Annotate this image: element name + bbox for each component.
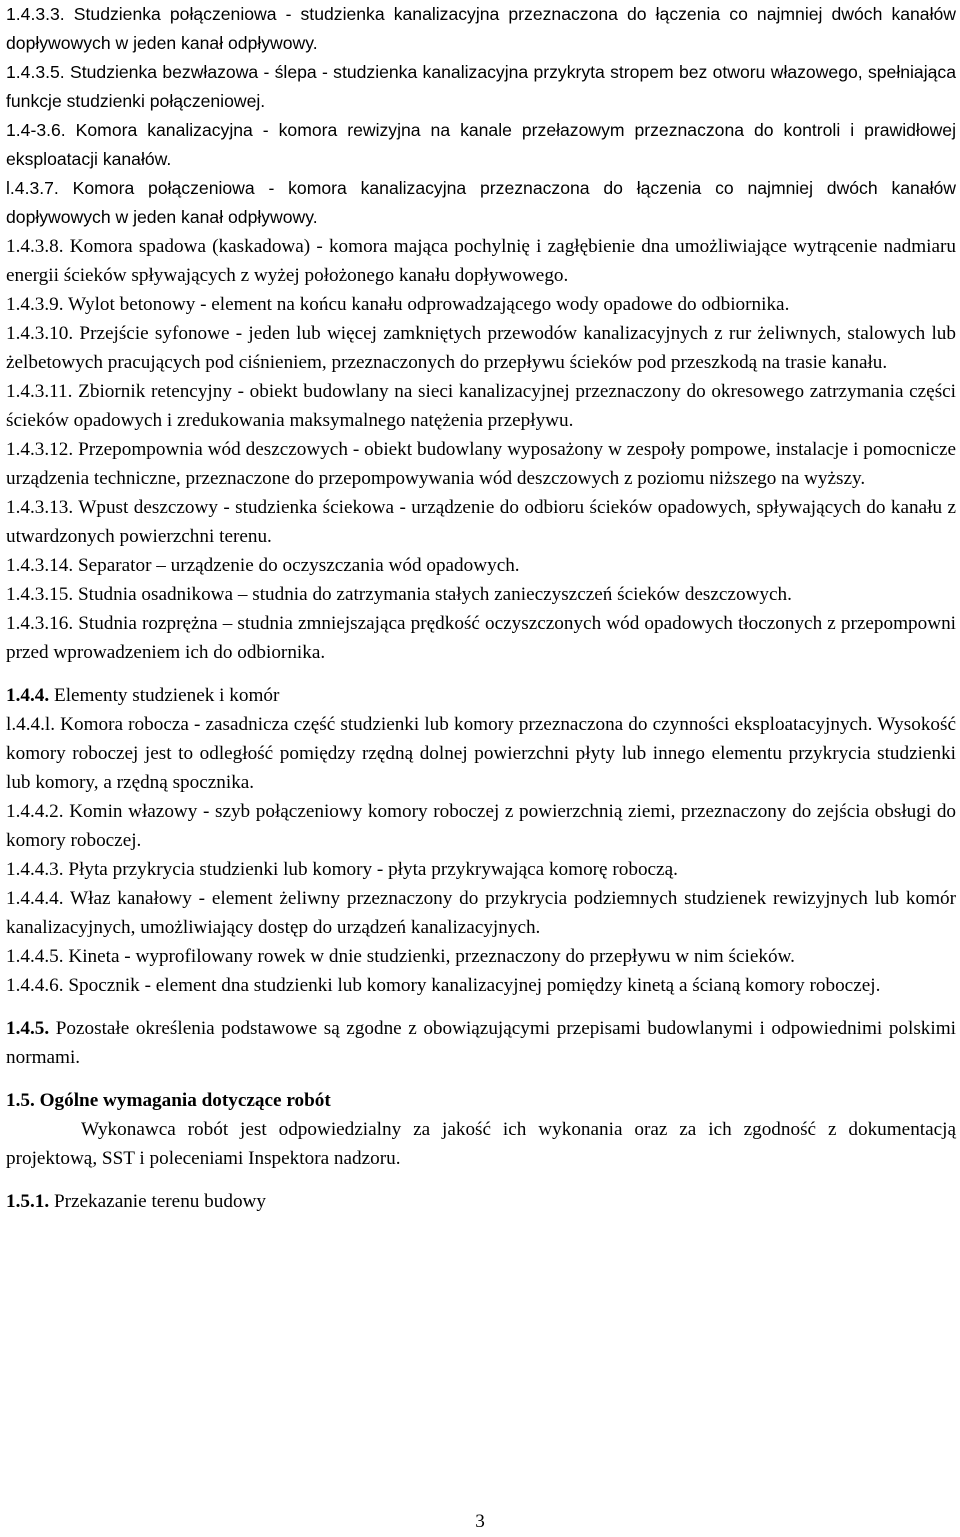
section-number: 1.4.4. xyxy=(6,685,50,706)
definition-1-4-3-12 xyxy=(6,435,956,493)
definition-1-4-3-13 xyxy=(6,493,956,551)
definition-text: Studzienka połączeniowa - studzienka kanalizacyjna przeznaczona do łączenia co najmniej dwóch kanałów dopływowych w jeden kanał odpływowy. xyxy=(6,4,956,53)
definition-text: Spocznik - element dna studzienki lub komory kanalizacyjnej pomiędzy kinetą a ścianą komory roboczej. xyxy=(68,975,881,996)
definition-text: Zbiornik retencyjny - obiekt budowlany na sieci kanalizacyjnej przeznaczony do okresowego zatrzymania części ścieków opadowych i zredukowania maksymalnego natężenia przepływu. xyxy=(6,381,957,431)
section-number: 1.5.1. xyxy=(6,1191,50,1212)
section-heading-1-5 xyxy=(6,1086,956,1115)
definition-number: 1.4.3.13. xyxy=(6,497,74,518)
definition-1-4-3-9 xyxy=(6,290,956,319)
definition-number: 1.4.4.4. xyxy=(6,888,64,909)
definition-1-4-3-3 xyxy=(6,0,956,58)
definition-number: 1.4.3.10. xyxy=(6,323,74,344)
section-title: Przekazanie terenu budowy xyxy=(53,1191,267,1212)
definition-1-4-3-7 xyxy=(6,174,956,232)
section-title: Elementy studzienek i komór xyxy=(53,685,280,706)
definition-text: Komin włazowy - szyb połączeniowy komory roboczej z powierzchnią ziemi, przeznaczony do zejścia obsługi do komory roboczej. xyxy=(6,801,957,851)
definition-number: 1.4.4.3. xyxy=(6,859,64,880)
definition-number: 1.4-3.6. xyxy=(6,120,66,140)
definition-text: Przepompownia wód deszczowych - obiekt budowlany wyposażony w zespoły pompowe, instalacje i pomocnicze urządzenia techniczne, przeznaczone do przepompowywania wód deszczowych z poziomu niższego na wyższy. xyxy=(6,439,957,489)
definition-number: 1.4.3.3. xyxy=(6,4,65,24)
definition-1-4-3-6 xyxy=(6,116,956,174)
definition-1-4-4-1 xyxy=(6,710,956,797)
definition-number: 1.4.4.6. xyxy=(6,975,64,996)
definition-number: 1.4.3.8. xyxy=(6,236,64,257)
definition-1-4-3-11 xyxy=(6,377,956,435)
definition-text: Właz kanałowy - element żeliwny przeznaczony do przykrycia podziemnych studzienek rewizyjnych lub komór kanalizacyjnych, umożliwiający dostęp do urządzeń kanalizacyjnych. xyxy=(6,888,956,938)
definition-text: Wpust deszczowy - studzienka ściekowa - urządzenie do odbioru ścieków opadowych, spływających do kanału z utwardzonych powierzchni terenu. xyxy=(6,497,956,547)
section-1-4-5 xyxy=(6,1014,956,1072)
definition-number: l.4.3.7. xyxy=(6,178,59,198)
definition-number: 1.4.3.9. xyxy=(6,294,64,315)
section-heading-1-4-4 xyxy=(6,681,956,710)
section-number: 1.5. xyxy=(6,1090,35,1111)
definition-1-4-3-15 xyxy=(6,580,956,609)
section-heading-1-5-1 xyxy=(6,1187,956,1216)
definition-text: Komora robocza - zasadnicza część studzienki lub komory przeznaczona do czynności eksploatacyjnych. Wysokość komory roboczej jest to odległość pomiędzy rzędną dolnej powierzchni płyty lub innego elementu przykrycia studzienki lub komory, a rzędną spocznika. xyxy=(6,714,956,793)
definition-number: 1.4.4.5. xyxy=(6,946,64,967)
definition-text: Komora kanalizacyjna - komora rewizyjna na kanale przełazowym przeznaczona do kontroli i prawidłowej eksploatacji kanałów. xyxy=(6,120,957,169)
section-title: Ogólne wymagania dotyczące robót xyxy=(39,1090,331,1111)
definition-text: Wylot betonowy - element na końcu kanału odprowadzającego wody opadowe do odbiornika. xyxy=(68,294,790,315)
definition-1-4-4-4 xyxy=(6,884,956,942)
page-number: 3 xyxy=(475,1511,485,1532)
definition-number: 1.4.3.15. xyxy=(6,584,74,605)
definition-text: Studnia rozprężna – studnia zmniejszająca prędkość oczyszczonych wód opadowych tłoczonych z przepompowni przed wprowadzeniem ich do odbiornika. xyxy=(6,613,956,663)
definition-1-4-4-6 xyxy=(6,971,956,1000)
definition-text: Studzienka bezwłazowa - ślepa - studzienka kanalizacyjna przykryta stropem bez otworu włazowego, spełniająca funkcje studzienki połączeniowej. xyxy=(6,62,956,111)
definition-text: Separator – urządzenie do oczyszczania wód opadowych. xyxy=(77,555,520,576)
definition-1-4-4-5 xyxy=(6,942,956,971)
definition-text: Komora spadowa (kaskadowa) - komora mająca pochylnię i zagłębienie dna umożliwiające wytrącenie nadmiaru energii ścieków spływających z wyżej położonego kanału dopływowego. xyxy=(6,236,956,286)
definition-text: Kineta - wyprofilowany rowek w dnie studzienki, przeznaczony do przepływu w nim ścieków. xyxy=(68,946,795,967)
definition-number: 1.4.3.11. xyxy=(6,381,73,402)
definition-text: Przejście syfonowe - jeden lub więcej zamkniętych przewodów kanalizacyjnych z rur żeliwnych, stalowych lub żelbetowych pracujących pod ciśnieniem, przeznaczonych do przepływu ścieków pod przeszkodą na trasie kanału. xyxy=(6,323,956,373)
definition-number: 1.4.3.12. xyxy=(6,439,74,460)
definition-text: Studnia osadnikowa – studnia do zatrzymania stałych zanieczyszczeń ścieków deszczowych. xyxy=(77,584,792,605)
definition-number: 1.4.4.2. xyxy=(6,801,64,822)
definition-number: 1.4.3.16. xyxy=(6,613,74,634)
section-1-5-body: Wykonawca robót jest odpowiedzialny za jakość ich wykonania oraz za ich zgodność z dokumentacją projektową, SST i poleceniami Inspektora nadzoru. xyxy=(6,1119,956,1169)
definition-number: 1.4.3.5. xyxy=(6,62,65,82)
definition-1-4-3-16 xyxy=(6,609,956,667)
definition-1-4-3-14 xyxy=(6,551,956,580)
section-text: Pozostałe określenia podstawowe są zgodne z obowiązującymi przepisami budowlanymi i odpowiednimi polskimi normami. xyxy=(6,1018,956,1068)
definition-1-4-4-2 xyxy=(6,797,956,855)
definition-number: 1.4.3.14. xyxy=(6,555,74,576)
definition-text: Komora połączeniowa - komora kanalizacyjna przeznaczona do łączenia co najmniej dwóch kanałów dopływowych w jeden kanał odpływowy. xyxy=(6,178,956,227)
definition-1-4-3-8 xyxy=(6,232,956,290)
definition-1-4-3-5 xyxy=(6,58,956,116)
definition-number: l.4.4.l. xyxy=(6,714,56,735)
section-number: 1.4.5. xyxy=(6,1018,50,1039)
definition-1-4-3-10 xyxy=(6,319,956,377)
document-page xyxy=(6,0,956,1216)
definition-1-4-4-3 xyxy=(6,855,956,884)
definition-text: Płyta przykrycia studzienki lub komory - płyta przykrywająca komorę roboczą. xyxy=(68,859,678,880)
